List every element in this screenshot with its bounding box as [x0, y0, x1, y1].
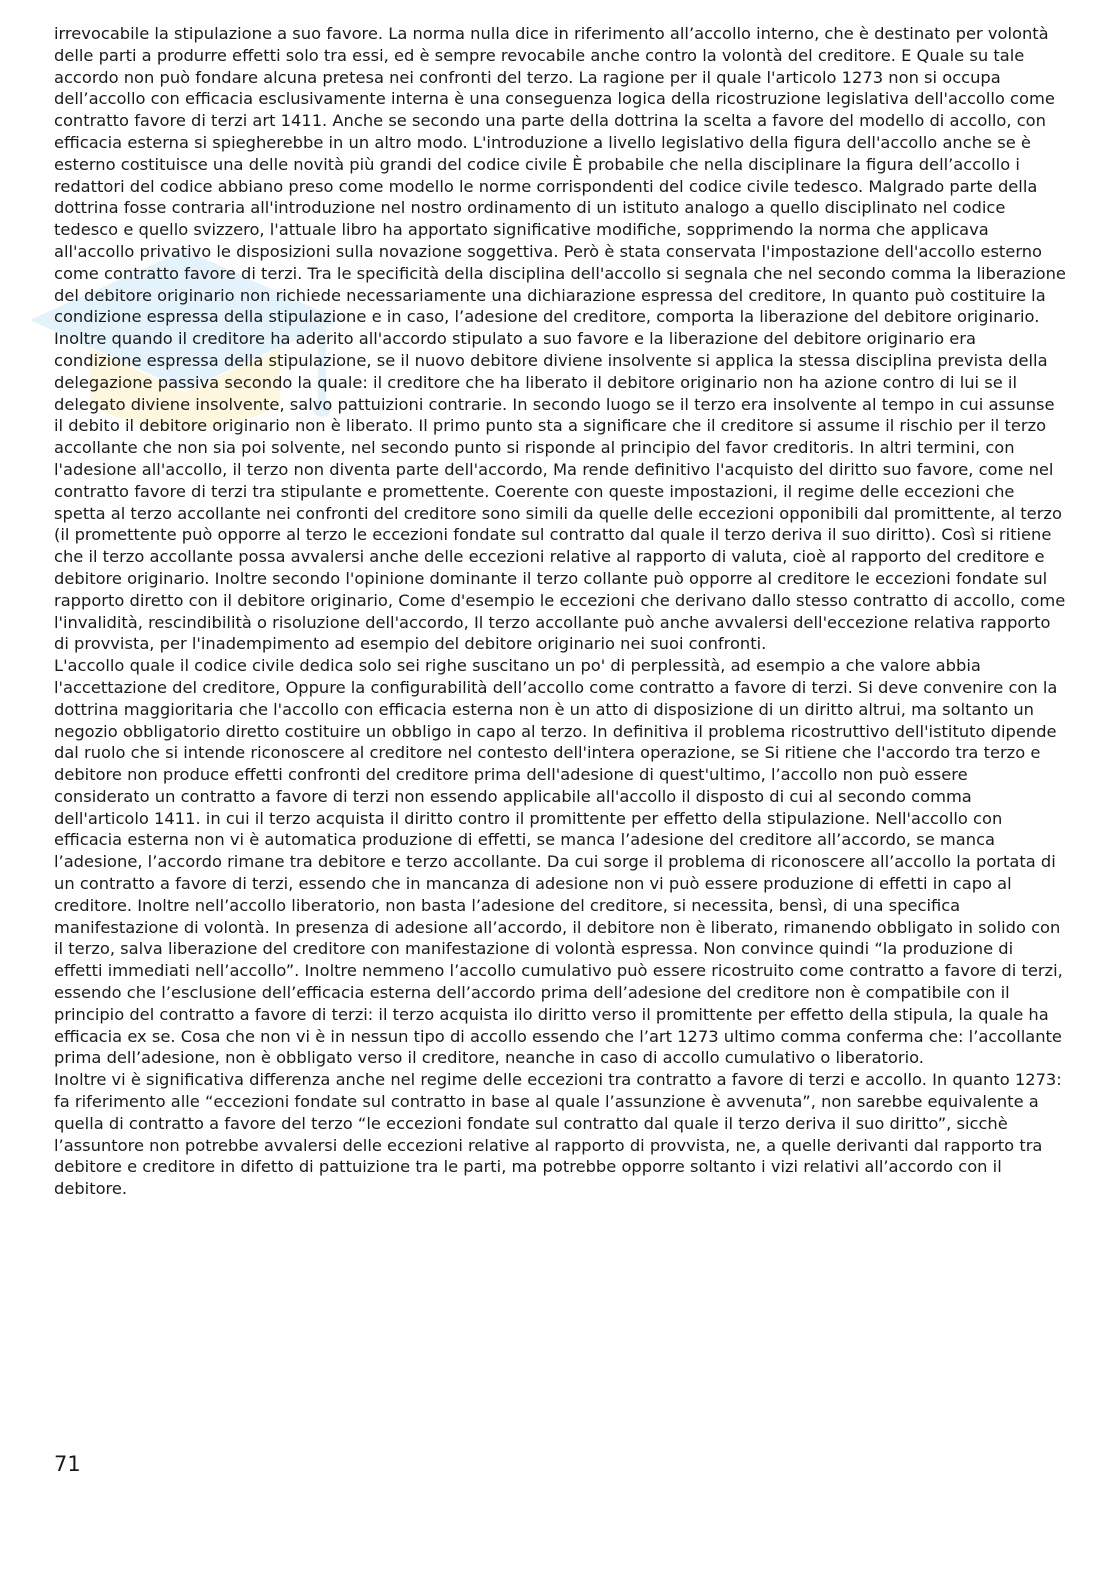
- page-number: 71: [54, 1452, 81, 1476]
- paragraph: Inoltre vi è significativa differenza anche nel regime delle eccezioni tra contratto a favore di terzi e accollo. In quanto 1273: fa riferimento alle “eccezioni fondate sul contratto in base al quale l’assunzione è avvenuta”, non sarebbe equivalente a quella di contratto a favore del terzo “le eccezioni fondate sul contratto dal quale il terzo deriva il suo diritto”, sicchè l’assuntore non potrebbe avvalersi delle eccezioni relative al rapporto di provvista, ne, a quelle derivanti dal rapporto tra debitore e creditore in difetto di pattuizione tra le parti, ma potrebbe opporre soltanto i vizi relativi all’accordo con il debitore.: [54, 1070, 1062, 1199]
- document-body: [54, 23, 1066, 1200]
- paragraph: irrevocabile la stipulazione a suo favore. La norma nulla dice in riferimento all’accollo interno, che è destinato per volontà delle parti a produrre effetti solo tra essi, ed è sempre revocabile anche contro la volontà del creditore. E Quale su tale accordo non può fondare alcuna pretesa nei confronti del terzo. La ragione per il quale l'articolo 1273 non si occupa dell’accollo con efficacia esclusivamente interna è una conseguenza logica della ricostruzione legislativa dell'accollo come contratto favore di terzi art 1411. Anche se secondo una parte della dottrina la scelta a favore del modello di accollo, con efficacia esterna si spiegherebbe in un altro modo. L'introduzione a livello legislativo della figura dell'accollo anche se è esterno costituisce una delle novità più grandi del codice civile È probabile che nella disciplinare la figura dell’accollo i redattori del codice abbiano preso come modello le norme corrispondenti del codice civile tedesco. Malgrado parte della dottrina fosse contraria all'introduzione nel nostro ordinamento di un istituto analogo a quello disciplinato nel codice tedesco e quello svizzero, l'attuale libro ha apportato significative modifiche, sopprimendo la norma che applicava all'accollo privativo le disposizioni sulla novazione soggettiva. Però è stata conservata l'impostazione dell'accollo esterno come contratto favore di terzi. Tra le specificità della disciplina dell'accollo si segnala che nel secondo comma la liberazione del debitore originario non richiede necessariamente una dichiarazione espressa del creditore, In quanto può costituire la condizione espressa della stipulazione e in caso, l’adesione del creditore, comporta la liberazione del debitore originario. Inoltre quando il creditore ha aderito all'accordo stipulato a suo favore e la liberazione del debitore originario era condizione espressa della stipulazione, se il nuovo debitore diviene insolvente si applica la stessa disciplina prevista della delegazione passiva secondo la quale: il creditore che ha liberato il debitore originario non ha azione contro di lui se il delegato diviene insolvente, salvo pattuizioni contrarie. In secondo luogo se il terzo era insolvente al tempo in cui assunse il debito il debitore originario non è liberato. Il primo punto sta a significare che il creditore si assume il rischio per il terzo accollante che non sia poi solvente, nel secondo punto si risponde al principio del favor creditoris. In altri termini, con l'adesione all'accollo, il terzo non diventa parte dell'accordo, Ma rende definitivo l'acquisto del diritto suo favore, come nel contratto favore di terzi tra stipulante e promettente. Coerente con queste impostazioni, il regime delle eccezioni che spetta al terzo accollante nei confronti del creditore sono simili da quelle delle eccezioni opponibili dal promittente, al terzo (il promettente può opporre al terzo le eccezioni fondate sul contratto dal quale il terzo deriva il suo diritto). Così si ritiene che il terzo accollante possa avvalersi anche delle eccezioni relative al rapporto di valuta, cioè al rapporto del creditore e debitore originario. Inoltre secondo l'opinione dominante il terzo collante può opporre al creditore le eccezioni fondate sul rapporto diretto con il debitore originario, Come d'esempio le eccezioni che derivano dallo stesso contratto di accollo, come l'invalidità, rescindibilità o risoluzione dell'accordo, Il terzo accollante può anche avvalersi dell'eccezione relativa rapporto di provvista, per l'inadempimento ad esempio del debitore originario nei suoi confronti.: [54, 24, 1066, 654]
- paragraph: L'accollo quale il codice civile dedica solo sei righe suscitano un po' di perplessità, ad esempio a che valore abbia l'accettazione del creditore, Oppure la configurabilità dell’accollo come contratto a favore di terzi. Si deve convenire con la dottrina maggioritaria che l'accollo con efficacia esterna non è un atto di disposizione di un diritto altrui, ma soltanto un negozio obbligatorio diretto costituire un obbligo in capo al terzo. In definitiva il problema ricostruttivo dell'istituto dipende dal ruolo che si intende riconoscere al creditore nel contesto dell'intera operazione, se Si ritiene che l'accordo tra terzo e debitore non produce effetti confronti del creditore prima dell'adesione di quest'ultimo, l’accollo non può essere considerato un contratto a favore di terzi non essendo applicabile all'accollo il disposto di cui al secondo comma dell'articolo 1411. in cui il terzo acquista il diritto contro il promittente per effetto della stipulazione. Nell'accollo con efficacia esterna non vi è automatica produzione di effetti, se manca l’adesione del creditore all’accordo, se manca l’adesione, l’accordo rimane tra debitore e terzo accollante. Da cui sorge il problema di riconoscere all’accollo la portata di un contratto a favore di terzi, essendo che in mancanza di adesione non vi può essere produzione di effetti in capo al creditore. Inoltre nell’accollo liberatorio, non basta l’adesione del creditore, si necessita, bensì, di una specifica manifestazione di volontà. In presenza di adesione all’accordo, il debitore non è liberato, rimanendo obbligato in solido con il terzo, salva liberazione del creditore con manifestazione di volontà espressa. Non convince quindi “la produzione di effetti immediati nell’accollo”. Inoltre nemmeno l’accollo cumulativo può essere ricostruito come contratto a favore di terzi, essendo che l’esclusione dell’efficacia esterna dell’accordo prima dell’adesione del creditore non è compatibile con il principio del contratto a favore di terzi: il terzo acquista ilo diritto verso il promittente per effetto della stipula, la quale ha efficacia ex se. Cosa che non vi è in nessun tipo di accollo essendo che l’art 1273 ultimo comma conferma che: l’accollante prima dell’adesione, non è obbligato verso il creditore, neanche in caso di accollo cumulativo o liberatorio.: [54, 656, 1063, 1068]
